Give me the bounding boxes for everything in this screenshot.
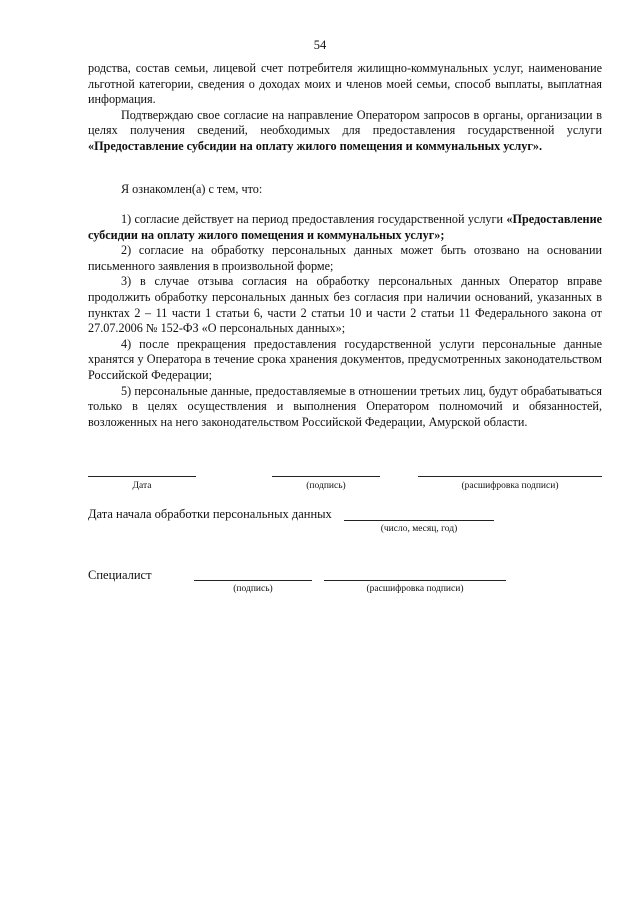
specialist-decoding-caption: (расшифровка подписи): [366, 584, 464, 594]
item-2: 2) согласие на обработку персональных данных может быть отозвано на основании письменного заявления в произвольной форме;: [88, 243, 602, 273]
consent-text: [88, 61, 602, 155]
item-5: 5) персональные данные, предоставляемые в отношении третьих лиц, будут обрабатываться только в целях осуществления и выполнения Оператором полномочий и обязанностей, возложенных на него законодательством Российской Федерации, Амурской области.: [88, 383, 602, 429]
acknowledgement-block: [88, 182, 602, 198]
item-3: 3) в случае отзыва согласия на обработку персональных данных Оператор вправе продолжить обработку персональных данных без согласия при наличии оснований, указанных в пунктах 2 – 11 части 1 статьи 6, части 2 статьи 10 и части 2 статьи 11 Федерального закона от 27.07.2006 № 152-ФЗ «О персональных данных»;: [88, 274, 602, 336]
item-1-service-name: «Предоставление субсидии на оплату жилого помещения и коммунальных услуг»;: [88, 212, 602, 242]
date-line[interactable]: [88, 476, 196, 477]
acknowledgement-items: [88, 212, 602, 430]
item-1: [88, 212, 602, 243]
date-caption: Дата: [132, 481, 152, 491]
specialist-label: Специалист: [88, 568, 152, 582]
paragraph-consent-requests: [88, 108, 602, 155]
item-1-text: 1) согласие действует на период предоставления государственной услуги: [121, 212, 507, 226]
service-name-bold: «Предоставление субсидии на оплату жилого помещения и коммунальных услуг».: [88, 138, 543, 153]
start-date-caption: (число, месяц, год): [380, 524, 458, 534]
signature-line[interactable]: [272, 476, 380, 477]
start-date-line[interactable]: [344, 520, 494, 521]
decoding-caption: (расшифровка подписи): [461, 481, 559, 491]
specialist-decoding-line[interactable]: [324, 580, 506, 581]
decoding-line[interactable]: [418, 476, 602, 477]
specialist-signature-caption: (подпись): [233, 584, 273, 594]
page-number: 54: [313, 38, 327, 52]
paragraph-family-info: родства, состав семьи, лицевой счет потребителя жилищно-коммунальных услуг, наименование льготной категории, сведения о доходах моих и членов моей семьи, способ выплаты, выплатная информация.: [88, 61, 602, 107]
item-4: 4) после прекращения предоставления государственной услуги персональные данные хранятся у Оператора в течение срока хранения документов, предусмотренных законодательством Российской Федерации;: [88, 336, 602, 382]
specialist-signature-line[interactable]: [194, 580, 312, 581]
start-date-label: Дата начала обработки персональных данных: [88, 507, 332, 521]
consent-requests-text: Подтверждаю свое согласие на направление Оператором запросов в органы, организации в целях получения сведений, необходимых для предоставления государственной услуги: [88, 107, 602, 138]
signature-caption: (подпись): [306, 481, 346, 491]
acknowledgement-intro: Я ознакомлен(а) с тем, что:: [121, 182, 263, 196]
